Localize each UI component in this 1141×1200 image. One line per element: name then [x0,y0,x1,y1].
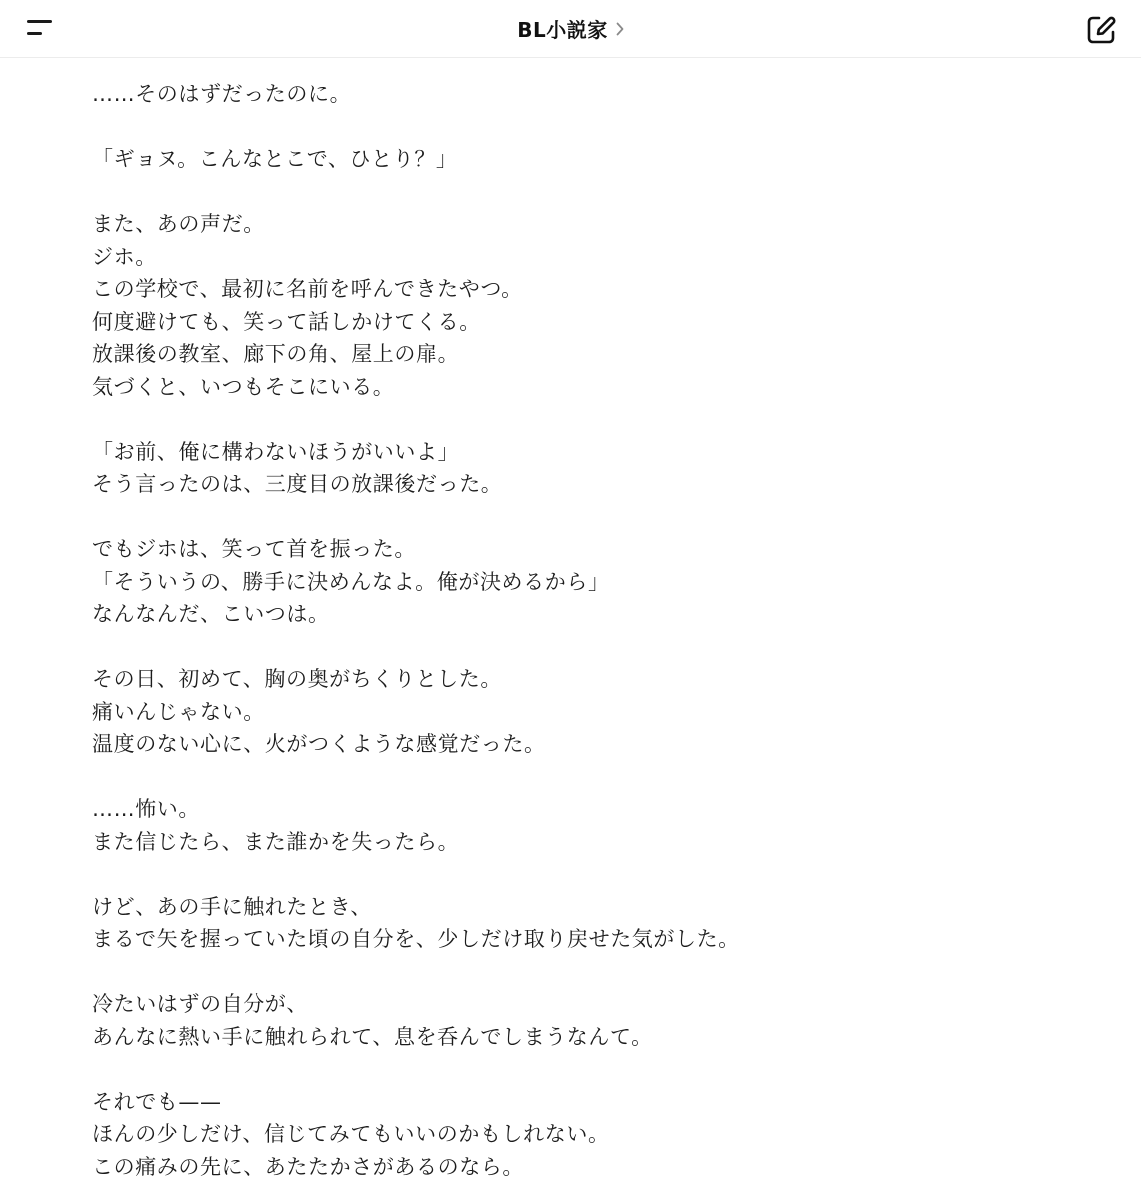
top-bar [0,0,1141,58]
story-line [92,176,1092,209]
story-line: 冷たいはずの自分が、 [92,992,308,1016]
story-line [92,111,1092,144]
conversation-title: BL小説家 [517,18,608,42]
story-line: 何度避けても、笑って話しかけてくる。 [92,309,481,334]
story-line: けど、あの手に触れたとき、 [92,894,372,919]
story-line: また、あの声だ。 [92,212,265,236]
story-line: ほんの少しだけ、信じてみてもいいのかもしれない。 [92,1122,610,1146]
story-line [92,403,1092,436]
story-line [92,956,1092,989]
story-line: なんなんだ、こいつは。 [92,602,330,626]
story-line [92,631,1092,664]
story-line: あんなに熱い手に触れられて、息を呑んでしまうなんて。 [92,1024,653,1049]
story-text [92,78,1092,1183]
story-line: まるで矢を握っていた頃の自分を、少しだけ取り戻せた気がした。 [92,927,740,951]
new-chat-button[interactable] [1080,10,1122,48]
story-line: その日、初めて、胸の奥がちくりとした。 [92,667,502,691]
story-line: 温度のない心に、火がつくような感覚だった。 [92,732,546,756]
story-line: また信じたら、また誰かを失ったら。 [92,829,460,854]
story-line: 気づくと、いつもそこにいる。 [92,374,395,399]
story-line: 「ギョヌ。こんなとこで、ひとり？」 [92,147,458,171]
chevron-right-icon [616,22,624,36]
story-line: ……そのはずだったのに。 [92,82,352,106]
story-line: ジホ。 [92,244,157,269]
story-line: 「そういうの、勝手に決めんなよ。俺が決めるから」 [92,569,610,594]
story-line: ……怖い。 [92,797,200,821]
story-line: でもジホは、笑って首を振った。 [92,537,416,561]
conversation-title-button[interactable] [517,14,624,43]
compose-icon [1080,10,1122,48]
story-line: それでも—— [92,1089,222,1114]
story-line: この痛みの先に、あたたかさがあるのなら。 [92,1154,524,1179]
story-line [92,1053,1092,1086]
story-line [92,761,1092,794]
story-line: そう言ったのは、三度目の放課後だった。 [92,472,503,496]
menu-button[interactable] [14,8,58,48]
story-line: 痛いんじゃない。 [92,699,265,724]
story-line: この学校で、最初に名前を呼んできたやつ。 [92,277,523,301]
story-line [92,501,1092,534]
story-line: 放課後の教室、廊下の角、屋上の扉。 [92,342,460,366]
story-line: 「お前、俺に構わないほうがいいよ」 [92,439,460,464]
story-line [92,858,1092,891]
